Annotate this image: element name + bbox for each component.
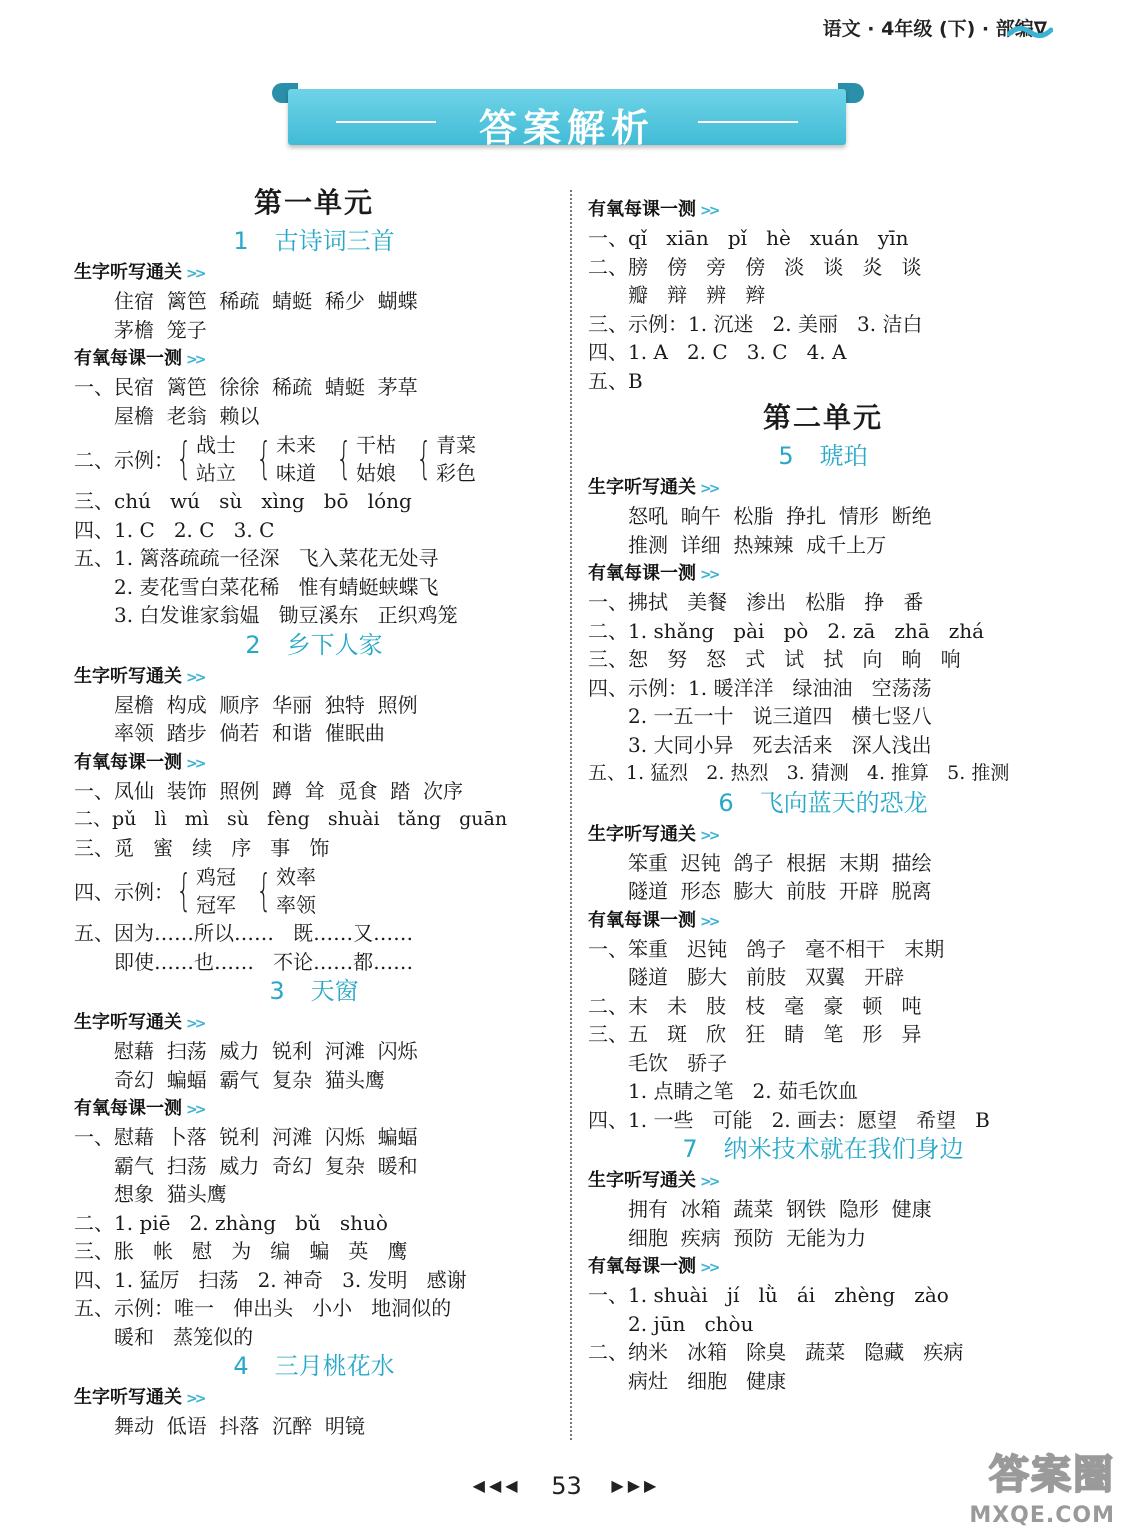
answer-line: 奇幻 蝙蝠 霸气 复杂 猫头鹰 xyxy=(114,1067,385,1092)
answer-line: 2. jūn chòu xyxy=(628,1311,754,1336)
lesson-title xyxy=(74,1351,554,1383)
double-chevron-icon: >> xyxy=(700,913,718,930)
answer-line: 二、膀 傍 旁 傍 淡 谈 炎 谈 xyxy=(588,254,922,279)
answer-line: 一、qǐ xiān pǐ hè xuán yīn xyxy=(588,226,909,250)
answer-line: 1. 点睛之笔 2. 茹毛饮血 xyxy=(628,1079,858,1103)
answer-line: 四、1. 猛厉 扫荡 2. 神奇 3. 发明 感谢 xyxy=(74,1267,467,1292)
answer-line: 暖和 蒸笼似的 xyxy=(114,1324,254,1349)
answer-line: 三、胀 帐 慰 为 编 蝙 英 鹰 xyxy=(74,1239,408,1263)
unit-title: 第二单元 xyxy=(762,401,883,434)
lesson-number: 6 xyxy=(718,788,734,817)
answer-line: 四、1. 一些 可能 2. 画去：愿望 希望 B xyxy=(588,1107,990,1132)
answer-line: 拥有 冰箱 蔬菜 钢铁 隐形 健康 xyxy=(628,1197,932,1221)
answer-line: 霸气 扫荡 威力 奇幻 复杂 暖和 xyxy=(114,1153,418,1178)
answer-line: 瓣 辩 辨 辫 xyxy=(628,283,766,307)
answer-line: 一、拂拭 美餐 渗出 松脂 挣 番 xyxy=(588,590,924,614)
section-heading xyxy=(74,748,554,777)
section-heading xyxy=(588,195,1058,224)
answer-line: 茅檐 笼子 xyxy=(114,317,207,342)
lesson-number: 2 xyxy=(245,630,261,659)
answer-line: 3. 白发谁家翁媪 锄豆溪东 正织鸡笼 xyxy=(114,603,458,627)
answer-line: 笨重 迟钝 鸽子 根据 末期 描绘 xyxy=(628,850,932,875)
answer-line: 舞动 低语 抖落 沉醉 明镜 xyxy=(114,1414,365,1438)
pair-word: 姑娘 xyxy=(356,460,396,485)
lesson-title xyxy=(588,788,1058,820)
watermark-url: MXQE.COM xyxy=(969,1503,1115,1528)
section-heading xyxy=(588,1252,1058,1281)
lesson-number: 7 xyxy=(682,1135,698,1163)
unit-title: 第一单元 xyxy=(253,186,374,219)
book-header: 语文 · 4年级 (下) · 部编∇ xyxy=(822,18,1047,40)
lesson-name: 乡下人家 xyxy=(286,630,383,659)
section-heading xyxy=(588,473,1058,502)
pair-word: 干枯 xyxy=(356,432,396,457)
answer-line: 怒吼 晌午 松脂 挣扎 情形 断绝 xyxy=(628,504,932,528)
section-label: 有氧每课一测 xyxy=(74,348,182,369)
pair-word: 冠军 xyxy=(196,892,236,917)
section-label: 有氧每课一测 xyxy=(74,1098,182,1119)
section-label: 有氧每课一测 xyxy=(588,199,696,220)
section-label: 生字听写通关 xyxy=(588,823,696,845)
section-label: 有氧每课一测 xyxy=(588,563,696,584)
section-heading xyxy=(588,1166,1058,1195)
lesson-number: 3 xyxy=(269,977,285,1005)
word-pair xyxy=(254,863,316,919)
pair-word: 站立 xyxy=(196,460,236,485)
double-chevron-icon: >> xyxy=(186,266,204,282)
section-label: 生字听写通关 xyxy=(588,477,696,498)
answer-line: 一、凤仙 装饰 照例 蹲 耸 觅食 踏 次序 xyxy=(74,778,464,803)
brace-icon: { xyxy=(176,864,192,916)
answer-banner xyxy=(272,83,864,150)
answer-line: 五、示例：唯一 伸出头 小小 地洞似的 xyxy=(74,1296,452,1320)
section-label: 生字听写通关 xyxy=(74,1012,182,1033)
column-divider xyxy=(570,190,572,1440)
lesson-name: 飞向蓝天的恐龙 xyxy=(759,788,928,817)
word-pair xyxy=(174,863,236,919)
section-heading xyxy=(74,1008,554,1037)
double-chevron-icon: >> xyxy=(186,669,204,686)
pair-word: 战士 xyxy=(196,432,236,457)
answer-line: 一、笨重 迟钝 鸽子 毫不相干 末期 xyxy=(588,936,945,961)
word-pair xyxy=(174,431,236,487)
brace-icon: { xyxy=(416,432,432,484)
brace-icon: { xyxy=(256,432,272,484)
answer-line: 即使……也…… 不论……都…… xyxy=(114,949,414,974)
lesson-number: 4 xyxy=(233,1352,249,1380)
answer-line: 隧道 膨大 前肢 双翼 开辟 xyxy=(628,965,905,989)
answer-line: 二、pǔ lì mì sù fèng shuài tǎng guān xyxy=(74,808,508,830)
answer-line: 四、1. C 2. C 3. C xyxy=(74,517,275,542)
word-pairs-row xyxy=(74,430,554,487)
lesson-name: 纳米技术就在我们身边 xyxy=(723,1135,964,1163)
answer-line: 二、末 未 肢 枝 毫 豪 顿 吨 xyxy=(588,993,922,1018)
double-chevron-icon: >> xyxy=(700,567,718,583)
answer-line: 慰藉 扫荡 威力 锐利 河滩 闪烁 xyxy=(114,1039,418,1063)
answer-line: 病灶 细胞 健康 xyxy=(628,1368,787,1393)
banner-body xyxy=(288,89,846,150)
answer-line: 二、1. piē 2. zhàng bǔ shuò xyxy=(74,1210,388,1235)
answer-line: 屋檐 老翁 赖以 xyxy=(114,403,260,428)
answer-line: 毛饮 骄子 xyxy=(628,1050,728,1075)
section-label: 有氧每课一测 xyxy=(588,909,696,931)
prev-arrows-icon: ◀◀◀ xyxy=(472,1476,522,1495)
answer-line: 一、1. shuài jí lǜ ái zhèng zào xyxy=(588,1283,949,1307)
answer-line: 二、纳米 冰箱 除臭 蔬菜 隐藏 疾病 xyxy=(588,1340,964,1364)
answer-line: 二、1. shǎng pài pò 2. zā zhā zhá xyxy=(588,618,985,643)
pair-word: 未来 xyxy=(276,432,316,457)
answer-line: 三、觅 蜜 续 序 事 饰 xyxy=(74,835,330,860)
section-heading xyxy=(74,1094,554,1123)
answer-line: 屋檐 构成 顺序 华丽 独特 照例 xyxy=(114,692,418,717)
answer-line: 细胞 疾病 预防 无能为力 xyxy=(628,1225,867,1250)
answer-line: 三、恕 努 怒 式 试 拭 向 晌 响 xyxy=(588,647,961,671)
section-heading xyxy=(74,1383,554,1412)
right-column xyxy=(588,195,1058,1395)
section-heading xyxy=(588,559,1058,588)
section-heading xyxy=(588,820,1058,849)
lesson-number: 5 xyxy=(778,442,794,470)
answer-line: 2. 麦花雪白菜花稀 惟有蜻蜓蛱蝶飞 xyxy=(114,574,439,599)
pairs-label: 二、示例： xyxy=(74,448,174,472)
answer-line: 2. 一五一十 说三道四 横七竖八 xyxy=(628,704,932,728)
page-footer xyxy=(0,1472,1133,1500)
lesson-number: 1 xyxy=(233,227,249,255)
section-heading xyxy=(74,662,554,691)
answer-line: 五、因为……所以…… 既……又…… xyxy=(74,921,414,945)
lesson-title xyxy=(74,976,554,1008)
answer-line: 3. 大同小异 死去活来 深人浅出 xyxy=(628,732,932,757)
answer-line: 五、B xyxy=(588,368,643,393)
wave-decoration-icon xyxy=(1007,24,1053,38)
section-heading xyxy=(74,258,554,287)
answer-line: 一、慰藉 卜落 锐利 河滩 闪烁 蝙蝠 xyxy=(74,1125,418,1149)
lesson-title xyxy=(74,630,554,662)
brace-icon: { xyxy=(176,432,192,484)
answer-line: 三、示例：1. 沉迷 2. 美丽 3. 洁白 xyxy=(588,311,923,336)
double-chevron-icon: >> xyxy=(700,827,718,844)
double-chevron-icon: >> xyxy=(186,755,204,772)
next-arrows-icon: ▶▶▶ xyxy=(611,1476,661,1495)
pair-word: 味道 xyxy=(276,460,316,485)
lesson-name: 天窗 xyxy=(310,977,359,1005)
pair-word: 率领 xyxy=(276,892,316,917)
lesson-name: 古诗词三首 xyxy=(274,227,395,255)
word-pairs-row xyxy=(74,862,554,919)
left-column xyxy=(74,180,554,1441)
pair-word: 效率 xyxy=(276,864,316,889)
answer-line: 率领 踏步 倘若 和谐 催眠曲 xyxy=(114,721,385,745)
section-label: 有氧每课一测 xyxy=(74,751,182,773)
section-label: 生字听写通关 xyxy=(74,1387,182,1408)
banner-title: 答案解析 xyxy=(478,106,655,150)
double-chevron-icon: >> xyxy=(186,1016,204,1032)
word-pair xyxy=(254,431,316,487)
section-label: 生字听写通关 xyxy=(588,1170,696,1191)
answer-line: 五、1. 猛烈 2. 热烈 3. 猜测 4. 推算 5. 推测 xyxy=(588,762,1010,784)
answer-line: 推测 详细 热辣辣 成千上万 xyxy=(628,532,887,557)
double-chevron-icon: >> xyxy=(700,1174,718,1190)
answer-line: 四、1. A 2. C 3. C 4. A xyxy=(588,340,847,364)
word-pair xyxy=(334,431,396,487)
double-chevron-icon: >> xyxy=(700,1260,718,1276)
answer-line: 隧道 形态 膨大 前肢 开辟 脱离 xyxy=(628,879,932,903)
double-chevron-icon: >> xyxy=(700,203,718,219)
section-heading xyxy=(588,906,1058,935)
brace-icon: { xyxy=(336,432,352,484)
word-pair xyxy=(414,431,476,487)
answer-line: 三、chú wú sù xìng bō lóng xyxy=(74,489,412,513)
answer-line: 想象 猫头鹰 xyxy=(114,1182,227,1206)
watermark-logo: 答案圈 xyxy=(989,1452,1115,1498)
answer-line: 三、五 斑 欣 狂 睛 笔 形 异 xyxy=(588,1022,922,1046)
lesson-title xyxy=(588,1134,1058,1166)
section-label: 生字听写通关 xyxy=(74,665,182,687)
double-chevron-icon: >> xyxy=(186,352,204,368)
pairs-label: 四、示例： xyxy=(74,880,174,904)
section-label: 有氧每课一测 xyxy=(588,1256,696,1277)
answer-line: 住宿 篱笆 稀疏 蜻蜓 稀少 蝴蝶 xyxy=(114,289,418,313)
brace-icon: { xyxy=(256,864,272,916)
section-label: 生字听写通关 xyxy=(74,262,182,283)
double-chevron-icon: >> xyxy=(186,1102,204,1118)
section-heading xyxy=(74,344,554,373)
answer-line: 一、民宿 篱笆 徐徐 稀疏 蜻蜓 茅草 xyxy=(74,375,418,399)
pair-word: 青菜 xyxy=(436,432,476,457)
double-chevron-icon: >> xyxy=(700,481,718,497)
lesson-title xyxy=(74,226,554,258)
lesson-name: 琥珀 xyxy=(819,442,868,470)
answer-line: 五、1. 篱落疏疏一径深 飞入菜花无处寻 xyxy=(74,546,439,570)
double-chevron-icon: >> xyxy=(186,1391,204,1407)
answer-line: 四、示例：1. 暖洋洋 绿油油 空荡荡 xyxy=(588,675,932,700)
pair-word: 彩色 xyxy=(436,460,476,485)
pair-word: 鸡冠 xyxy=(196,864,236,889)
lesson-title xyxy=(588,441,1058,473)
page-number: 53 xyxy=(551,1472,582,1500)
lesson-name: 三月桃花水 xyxy=(274,1352,395,1380)
